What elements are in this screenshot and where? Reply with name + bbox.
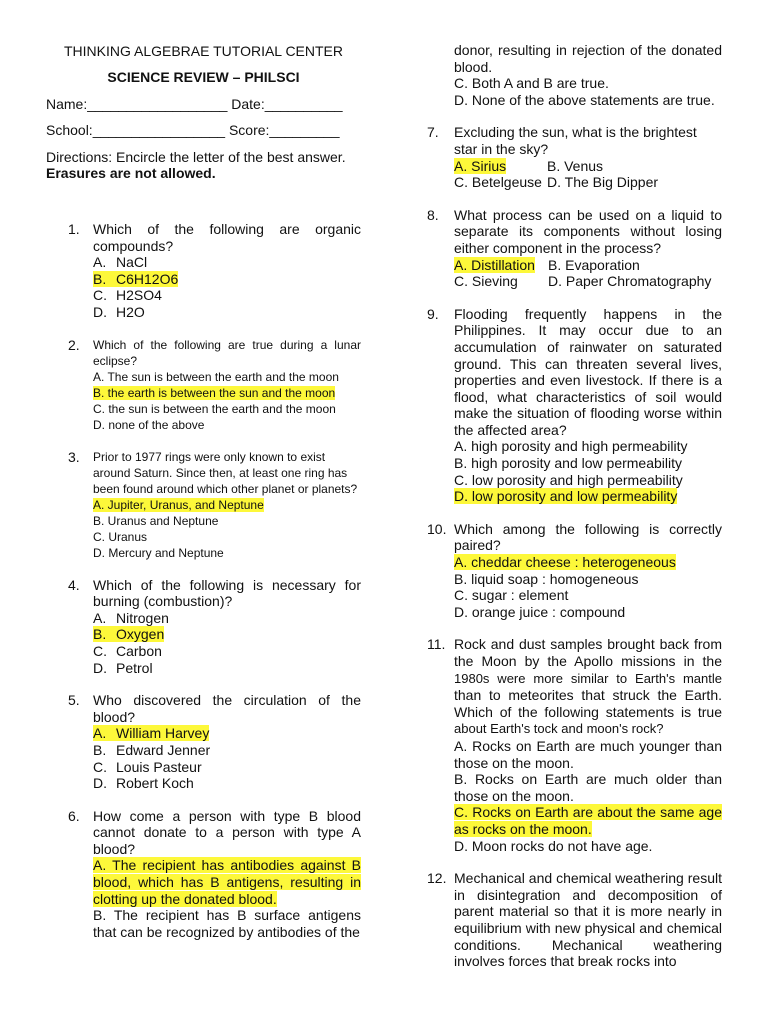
option-d: D. none of the above: [93, 417, 205, 432]
question-number: 8.: [427, 206, 439, 223]
option-a: A. NaCl: [93, 254, 148, 271]
option-c: C. Rocks on Earth are about the same age as rocks on the moon.: [454, 804, 722, 837]
question-12: [427, 870, 722, 970]
option-b: B. Uranus and Neptune: [93, 513, 219, 528]
option-b-continued: donor, resulting in rejection of the donated blood.: [454, 42, 722, 75]
option-c: C. Betelgeuse: [454, 174, 542, 191]
option-b: B. high porosity and low permeability: [454, 455, 683, 472]
review-title: SCIENCE REVIEW – PHILSCI: [107, 69, 300, 85]
option-c: C. Louis Pasteur: [93, 758, 202, 775]
question-stem: How come a person with type B blood cannot donate to a person with type A blood?: [93, 807, 361, 857]
option-a: A. Nitrogen: [93, 609, 169, 626]
question-number: 5.: [68, 692, 80, 709]
option-b: B. the earth is between the sun and the moon: [93, 385, 336, 400]
left-column: [46, 0, 361, 940]
question-stem: Mechanical and chemical weathering result in disintegration and decomposition of parent material so that it is more nearly in equilibrium with new physical and chemical conditions. Mechanical weathering involves forces that break rocks into: [454, 870, 722, 970]
question-7: [427, 124, 722, 190]
question-stem: Rock and dust samples brought back from the Moon by the Apollo missions in the 1980s were more similar to Earth's mantle than to meteorites that struck the Earth. Which of the following statements is true about Earth's tock and moon's rock?: [454, 636, 722, 737]
question-number: 3.: [68, 448, 80, 465]
option-b: B. Edward Jenner: [93, 741, 211, 758]
question-1: [46, 221, 361, 321]
option-a: A. The sun is between the earth and the moon: [93, 369, 339, 384]
center-name: THINKING ALGEBRAE TUTORIAL CENTER: [63, 43, 344, 59]
question-11: [427, 636, 722, 854]
option-a: A. William Harvey: [93, 725, 210, 742]
school-score-line: School:_________________ Score:_________: [46, 122, 340, 138]
option-c: C. the sun is between the earth and the moon: [93, 401, 336, 416]
question-stem: Which among the following is correctly paired?: [454, 520, 722, 554]
option-b: B. Venus: [547, 157, 604, 174]
question-stem: Which of the following are true during a lunar eclipse?: [93, 337, 361, 368]
directions-bold: Erasures are not allowed.: [46, 165, 216, 181]
option-d: D. None of the above statements are true.: [454, 91, 715, 108]
option-c: C. Both A and B are true.: [454, 75, 609, 92]
option-d: D. Moon rocks do not have age.: [454, 837, 653, 854]
option-a: A. The recipient has antibodies against B blood, which has B antigens, resulting in clotting up the donated blood.: [93, 857, 361, 907]
option-c: C. sugar : element: [454, 587, 569, 604]
question-number: 10.: [427, 520, 447, 537]
option-d: D. Paper Chromatography: [548, 273, 712, 290]
option-d: D. Mercury and Neptune: [93, 545, 224, 560]
option-b: B. The recipient has B surface antigens that can be recognized by antibodies of the: [93, 907, 361, 940]
option-d: D. Robert Koch: [93, 775, 194, 792]
option-c: C. Uranus: [93, 529, 148, 544]
question-stem: Flooding frequently happens in the Philippines. It may occur due to an accumulation of rainwater on saturated ground. This can threaten several lives, properties and even livestock. If there is a flood, what characteristics of soil would make the situation of flooding worse within the affected area?: [454, 305, 722, 438]
option-c: C. Carbon: [93, 642, 162, 659]
question-number: 11.: [427, 636, 446, 653]
question-5: [46, 692, 361, 792]
question-stem: Which of the following is necessary for burning (combustion)?: [93, 576, 361, 610]
option-d: D. The Big Dipper: [547, 174, 659, 191]
question-number: 1.: [68, 221, 80, 237]
option-a: A. Jupiter, Uranus, and Neptune: [93, 497, 264, 512]
question-number: 9.: [427, 305, 439, 322]
option-c: C. low porosity and high permeability: [454, 471, 683, 488]
option-a: A. cheddar cheese : heterogeneous: [454, 554, 676, 571]
question-number: 2.: [68, 336, 80, 353]
option-d: D. orange juice : compound: [454, 603, 626, 620]
question-number: 7.: [427, 124, 439, 141]
question-number: 6.: [68, 807, 80, 824]
question-stem: Which of the following are organic compounds?: [93, 221, 361, 254]
option-b: B. C6H12O6: [93, 270, 179, 287]
option-a: A. high porosity and high permeability: [454, 438, 688, 455]
right-column: [427, 0, 722, 970]
question-6: [46, 808, 361, 941]
question-8: [427, 207, 722, 290]
option-d: D. Petrol: [93, 659, 153, 676]
option-b: B. Evaporation: [548, 256, 640, 273]
question-stem: Excluding the sun, what is the brightest star in the sky?: [454, 124, 697, 157]
option-b: B. Rocks on Earth are much older than those on the moon.: [454, 771, 722, 804]
option-a: A. Sirius: [454, 157, 507, 174]
option-d: D. H2O: [93, 303, 145, 320]
option-c: C. Sieving: [454, 273, 518, 290]
option-d: D. low porosity and low permeability: [454, 488, 678, 505]
directions: [46, 149, 361, 181]
question-stem: Prior to 1977 rings were only known to exist around Saturn. Since then, at least one ring has been found around which other planet or planets?: [93, 449, 358, 496]
question-4: [46, 577, 361, 677]
question-stem: What process can be used on a liquid to separate its components without losing either component in the process?: [454, 206, 722, 256]
option-b: B. Oxygen: [93, 626, 165, 643]
option-a: A. Distillation: [454, 256, 535, 273]
question-number: 4.: [68, 576, 80, 593]
option-a: A. Rocks on Earth are much younger than those on the moon.: [454, 737, 722, 771]
question-9: [427, 306, 722, 505]
directions-text: Directions: Encircle the letter of the best answer.: [46, 149, 346, 165]
question-3: [46, 449, 361, 561]
option-b: B. liquid soap : homogeneous: [454, 570, 639, 587]
question-6-continued: [427, 42, 722, 108]
question-10: [427, 521, 722, 621]
name-date-line: Name:__________________ Date:__________: [46, 96, 343, 112]
question-2: [46, 337, 361, 433]
question-stem: Who discovered the circulation of the blood?: [93, 692, 361, 725]
question-number: 12.: [427, 870, 447, 887]
option-c: C. H2SO4: [93, 287, 162, 304]
